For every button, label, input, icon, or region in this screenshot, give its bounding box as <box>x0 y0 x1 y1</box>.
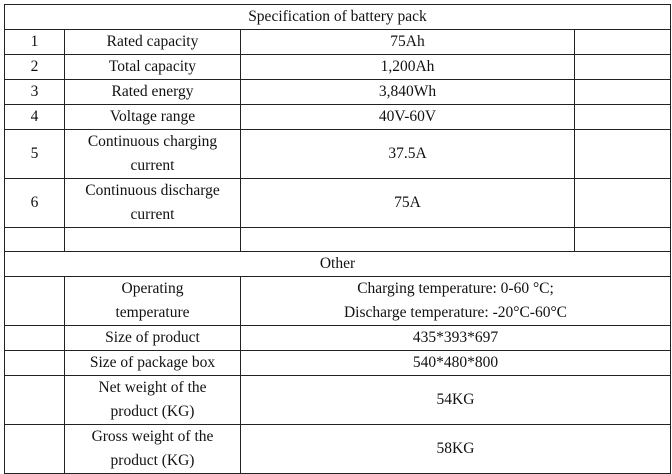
empty-cell <box>5 277 65 326</box>
spec-label <box>65 277 241 326</box>
battery-section-title: Specification of battery pack <box>5 5 671 30</box>
empty-cell <box>65 228 241 252</box>
spec-label-line: Gross weight of the <box>91 428 214 445</box>
other-section-header-row <box>5 252 671 277</box>
row-number: 1 <box>5 30 65 55</box>
battery-section-header-row <box>5 5 671 30</box>
spec-value: 3,840Wh <box>241 80 575 105</box>
spec-value: 435*393*697 <box>241 326 671 351</box>
spec-value: 37.5A <box>241 130 575 179</box>
spec-label-line: current <box>130 157 175 174</box>
spec-label: Total capacity <box>65 55 241 80</box>
empty-cell <box>575 179 671 228</box>
spec-label: Rated energy <box>65 80 241 105</box>
table-row <box>5 326 671 351</box>
spec-value-line: Discharge temperature: -20°C-60°C <box>343 304 568 321</box>
table-row <box>5 425 671 474</box>
spec-label-line: current <box>130 206 175 223</box>
spec-label: Voltage range <box>65 105 241 130</box>
spec-label <box>65 130 241 179</box>
row-number: 2 <box>5 55 65 80</box>
row-number: 3 <box>5 80 65 105</box>
spec-value <box>241 277 671 326</box>
specification-table <box>4 4 671 474</box>
spec-value: 75Ah <box>241 30 575 55</box>
spec-value: 540*480*800 <box>241 351 671 376</box>
spec-label: Rated capacity <box>65 30 241 55</box>
row-number: 6 <box>5 179 65 228</box>
empty-cell <box>5 376 65 425</box>
spec-value: 1,200Ah <box>241 55 575 80</box>
empty-cell <box>5 351 65 376</box>
spec-label <box>65 179 241 228</box>
empty-cell <box>5 425 65 474</box>
spec-label-line: temperature <box>115 304 190 321</box>
table-row <box>5 80 671 105</box>
table-row <box>5 376 671 425</box>
row-number: 5 <box>5 130 65 179</box>
spec-label-line: product (KG) <box>110 452 195 469</box>
table-row <box>5 277 671 326</box>
spec-value: 75A <box>241 179 575 228</box>
table-row <box>5 30 671 55</box>
empty-row <box>5 228 671 252</box>
spec-value: 58KG <box>241 425 671 474</box>
spec-label: Size of product <box>65 326 241 351</box>
other-section-title: Other <box>5 252 671 277</box>
empty-cell <box>575 228 671 252</box>
table-row <box>5 105 671 130</box>
spec-value-line: Charging temperature: 0-60 °C; <box>357 280 554 297</box>
empty-cell <box>575 105 671 130</box>
empty-cell <box>5 326 65 351</box>
empty-cell <box>575 55 671 80</box>
spec-label-line: Operating <box>121 280 184 297</box>
spec-label-line: Continuous charging <box>87 133 218 150</box>
empty-cell <box>5 228 65 252</box>
row-number: 4 <box>5 105 65 130</box>
empty-cell <box>241 228 575 252</box>
spec-value: 54KG <box>241 376 671 425</box>
table-row <box>5 351 671 376</box>
spec-label-line: Continuous discharge <box>85 182 220 199</box>
spec-label-line: product (KG) <box>110 403 195 420</box>
spec-label-line: Net weight of the <box>98 379 207 396</box>
table-row <box>5 130 671 179</box>
spec-value: 40V-60V <box>241 105 575 130</box>
spec-label: Size of package box <box>65 351 241 376</box>
table-row <box>5 55 671 80</box>
spec-label <box>65 425 241 474</box>
empty-cell <box>575 80 671 105</box>
table-row <box>5 179 671 228</box>
spec-label <box>65 376 241 425</box>
empty-cell <box>575 130 671 179</box>
empty-cell <box>575 30 671 55</box>
